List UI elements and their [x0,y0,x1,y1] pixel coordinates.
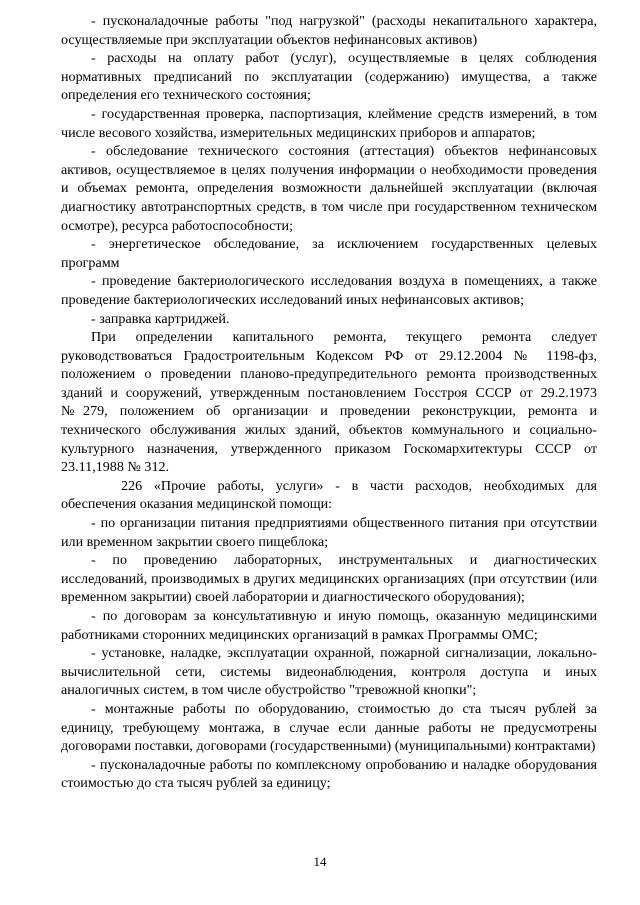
paragraph-bacteriological-tests: - проведение бактериологического исследования воздуха в помещениях, а также проведение бактериологических исследований иных нефинансовых активов; [61,273,597,308]
paragraph-article-226: 226 «Прочие работы, услуги» - в части расходов, необходимых для обеспечения оказания медицинской помощи: [61,477,597,513]
paragraph-metrology-verification: - государственная проверка, паспортизация, клеймение средств измерений, в том числе весового хозяйства, измерительных медицинских приборов и аппаратов; [61,105,597,141]
paragraph-equipment-installation: - монтажные работы по оборудованию, стоимостью до ста тысяч рублей за единицу, требующему монтажа, в случае если данные работы не предусмотрены договорами поставки, договорами (государственными) (муниципальными) контрактами) [61,700,597,755]
paragraph-cartridge-refill: - заправка картриджей. [91,310,230,327]
paragraph-regulatory-maintenance: - расходы на оплату работ (услуг), осуществляемые в целях соблюдения нормативных предписаний по эксплуатации (содержанию) имущества, а также определения его технического состояния; [61,50,597,104]
paragraph-consulting-contracts: - по договорам за консультативную и иную помощь, оказанную медицинскими работниками сторонних медицинских организаций в рамках Программы ОМС; [61,608,597,643]
paragraph-commissioning-under-load: - пусконаладочные работы "под нагрузкой" (расходы некапитального характера, осуществляемые при эксплуатации объектов нефинансовых активов) [61,13,597,48]
document-page [61,12,597,793]
paragraph-repair-guidelines: При определении капитального ремонта, текущего ремонта следует руководствоваться Градостроительным Кодексом РФ от 29.12.2004 № 1198-фз, положением о проведении планово-предупредительного ремонта производственных зданий и сооружений, утвержденным постановлением Госстроя СССР от 29.2.1973 №279, положением об организации и проведении реконструкции, ремонта и технического обслуживания жилых зданий, объектов коммунального и социально-культурного назначения, утвержденного приказом Госкомархитектуры СССР от 23.11,1988 № 312. [61,329,597,476]
paragraph-comprehensive-commissioning: - пусконаладочные работы по комплексному опробованию и наладке оборудования стоимостью до ста тысяч рублей за единицу; [61,756,597,792]
paragraph-security-systems: - установке, наладке, эксплуатации охранной, пожарной сигнализации, локально-вычислительной сети, системы видеонаблюдения, контроля доступа и иных аналогичных систем, в том числе обустройство "тревожной кнопки"; [61,645,597,699]
paragraph-energy-audit: - энергетическое обследование, за исключением государственных целевых программ [61,236,597,271]
page-number: 14 [313,854,327,869]
paragraph-technical-inspection: - обследование технического состояния (аттестация) объектов нефинансовых активов, осуществляемое в целях получения информации о необходимости проведения и объемах ремонта, определения возможности дальнейшей эксплуатации (включая диагностику автотранспортных средств, в том числе при государственном техническом осмотре), ресурса работоспособности; [61,143,597,234]
paragraph-catering: - по организации питания предприятиями общественного питания при отсутствии или временном закрытии своего пищеблока; [61,515,597,550]
paragraph-laboratory-research: - по проведению лабораторных, инструментальных и диагностических исследований, производимых в других медицинских организациях (при отсутствии (или временном закрытии) своей лаборатории и диагностического оборудования); [61,552,597,606]
